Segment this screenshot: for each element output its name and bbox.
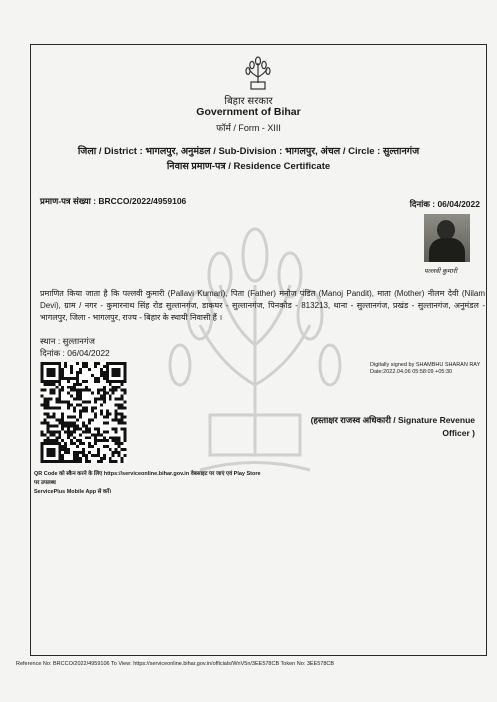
bihar-government-emblem — [243, 55, 273, 91]
signature-block — [303, 414, 475, 440]
footer-reference: Reference No: BRCCO/2022/4959106 To View: https://serviceonline.bihar.gov.in/officials/WnV5n/3EE578CB Token No: 3EE578CB — [16, 661, 335, 667]
watermark-emblem — [160, 215, 350, 485]
district-line: जिला / District : भागलपुर, अनुमंडल / Sub-Division : भागलपुर, अंचल / Circle : सुल्तानगंज — [77, 146, 420, 157]
issue-date: दिनांक : 06/04/2022 — [409, 199, 480, 209]
certificate-body: प्रमाणित किया जाता है कि पल्लवी कुमारी (Pallavi Kumari), पिता (Father) मनोज पंडित (Manoj Pandit), माता (Mother) नीलम देवी (Nilam Devi), ग्राम / नगर - कुमारनाथ सिंह रोड सुल्तानगंज, डाकघर - सुल्तानगंज, पिनकोड - 813213, थाना - सुल्तानगंज, प्रखंड - सुल्तानगंज, अनुमंडल - भागलपुर, जिला - भागलपुर, राज्य - बिहार के स्थायी निवासी हैं । — [40, 289, 485, 322]
hindi-title: बिहार सरकार — [224, 96, 273, 107]
qr-note-line1: QR Code को स्कैन करने के लिए https://serviceonline.bihar.gov.in वेबसाइट पर जाएं एवं Play Store पर उपलब्ध — [34, 471, 261, 486]
qr-code-note — [34, 470, 264, 497]
place: स्थान : सुल्तानगंज — [40, 336, 95, 346]
signature-label-officer: Officer ) — [442, 428, 475, 438]
digital-signature — [370, 362, 480, 376]
applicant-photo — [424, 214, 470, 262]
government-title: Government of Bihar — [196, 106, 301, 118]
date: दिनांक : 06/04/2022 — [40, 348, 110, 358]
certificate-title: निवास प्रमाण-पत्र / Residence Certificate — [166, 161, 331, 172]
form-number: फॉर्म / Form - XIII — [216, 123, 281, 133]
qr-code — [40, 362, 127, 463]
signature-label: (हस्ताक्षर राजस्व अधिकारी / Signature Revenue — [310, 415, 475, 425]
digital-signature-date: Date:2022.04.06 05:58:09 +05:30 — [370, 369, 453, 375]
digital-signature-signer: Digitally signed by SHAMBHU SHARAN RAY — [370, 362, 481, 368]
qr-note-line2: ServicePlus Mobile App से करें। — [34, 489, 112, 495]
applicant-signature: पल्लवी कुमारी — [424, 268, 458, 275]
certificate-number: प्रमाण-पत्र संख्या : BRCCO/2022/4959106 — [40, 196, 187, 206]
